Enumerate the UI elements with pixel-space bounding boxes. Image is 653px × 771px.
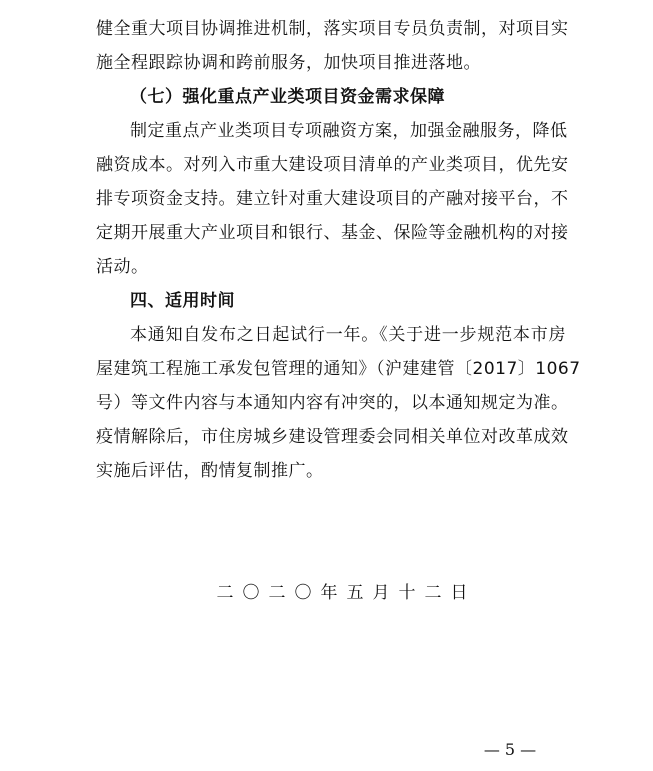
body-text-line: 排专项资金支持。建立针对重大建设项目的产融对接平台，不	[96, 189, 569, 209]
issue-date: 二〇二〇年五月十二日	[216, 583, 477, 603]
body-text-line: 施全程跟踪协调和跨前服务，加快项目推进落地。	[96, 53, 481, 73]
body-text-line: 健全重大项目协调推进机制，落实项目专员负责制，对项目实	[96, 19, 569, 39]
body-text-line: 定期开展重大产业项目和银行、基金、保险等金融机构的对接	[96, 223, 569, 243]
body-text-line: 屋建筑工程施工承发包管理的通知》（沪建建管〔2017〕1067	[96, 359, 581, 379]
page-number: — 5 —	[483, 740, 537, 759]
body-text-line: 疫情解除后，市住房城乡建设管理委会同相关单位对改革成效	[96, 427, 569, 447]
body-text-line: 融资成本。对列入市重大建设项目清单的产业类项目，优先安	[96, 155, 569, 175]
section-heading-4: 四、适用时间	[130, 291, 235, 311]
section-heading-7: （七）强化重点产业类项目资金需求保障	[130, 87, 445, 107]
body-text-line: 活动。	[96, 257, 149, 277]
body-text-line: 制定重点产业类项目专项融资方案，加强金融服务，降低	[130, 121, 568, 141]
body-text-line: 实施后评估，酌情复制推广。	[96, 461, 324, 481]
body-text-line: 号）等文件内容与本通知内容有冲突的，以本通知规定为准。	[96, 393, 569, 413]
body-text-line: 本通知自发布之日起试行一年。《关于进一步规范本市房	[130, 325, 566, 345]
